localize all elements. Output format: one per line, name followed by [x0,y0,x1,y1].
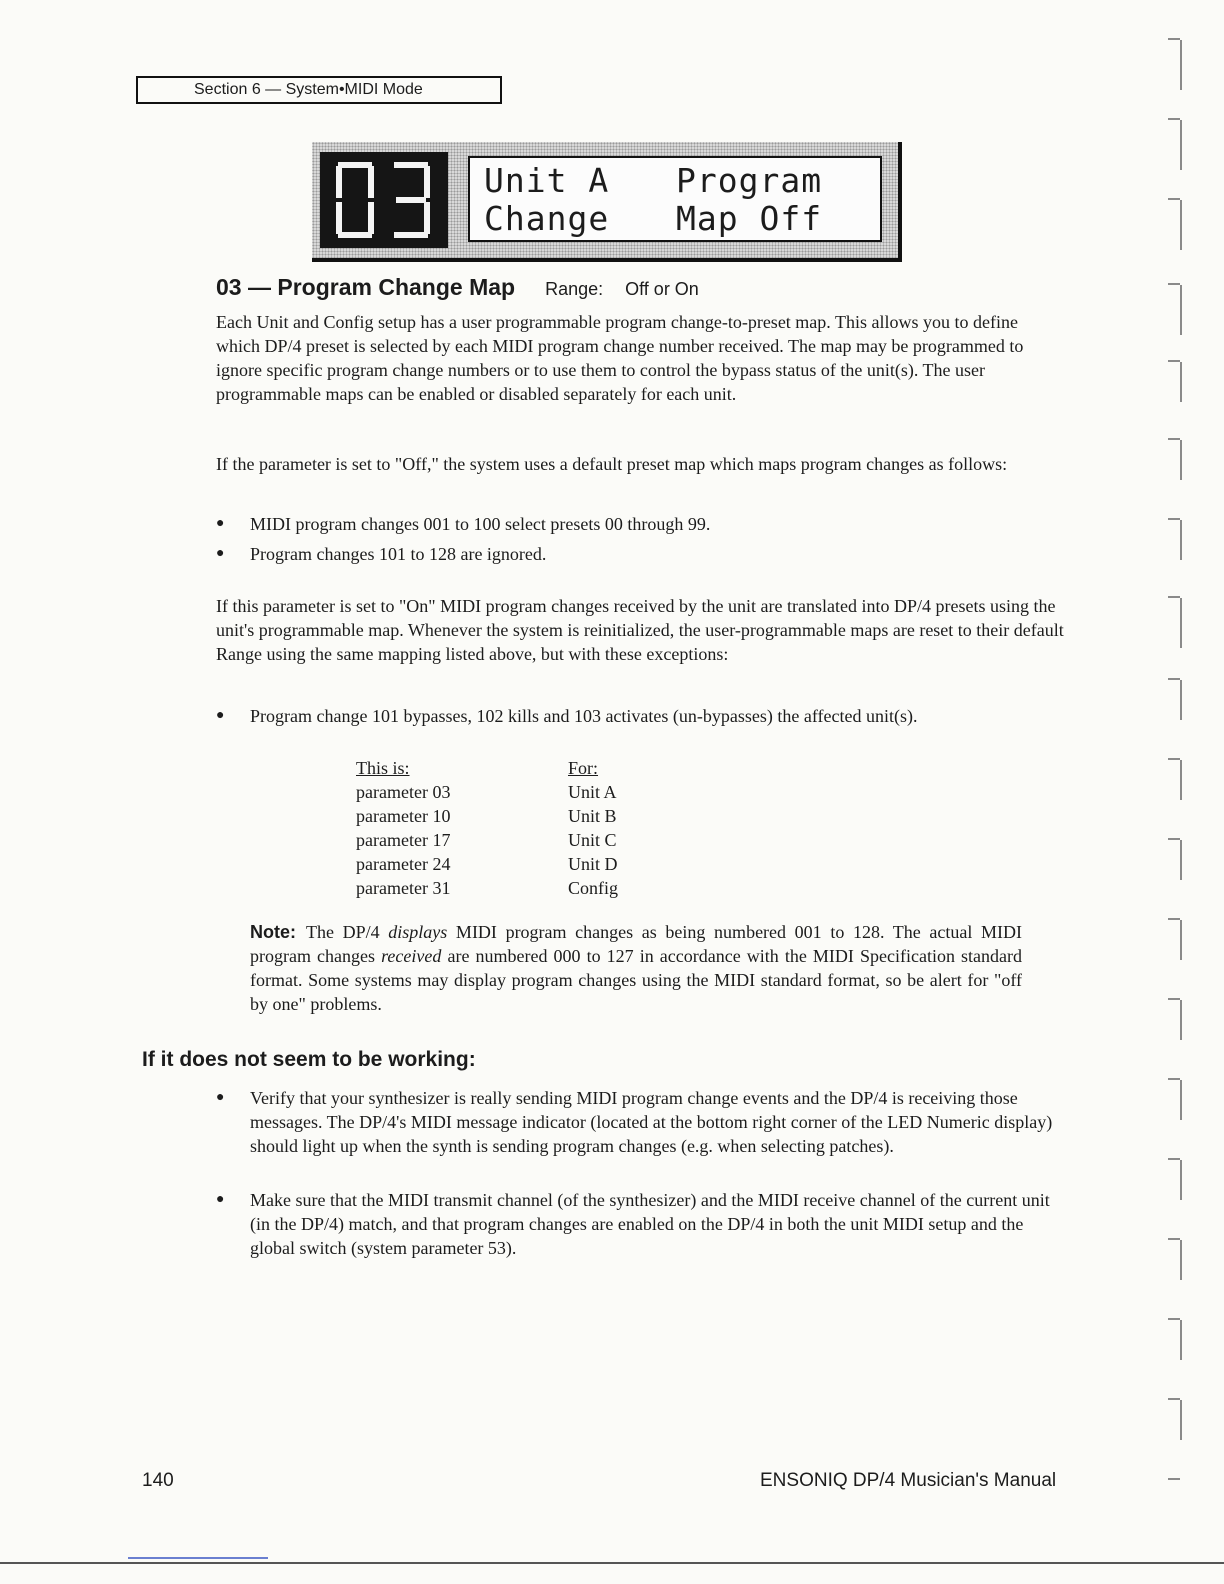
lcd-line1-right: Program [676,161,823,200]
list-item-text: Make sure that the MIDI transmit channel (of the synthesizer) and the MIDI receive channel of the current unit (in the DP/4) match, and that program changes are enabled on the DP/4 in both the unit MIDI setup and the global switch (system parameter 53). [250,1190,1050,1258]
parameter-table [356,756,618,900]
page-number: 140 [142,1470,174,1491]
led-numeric-display [320,152,448,248]
table-cell: Unit C [568,830,617,850]
bottom-accent-line [128,1557,268,1559]
table-header-param: This is: [356,758,410,778]
table-cell: parameter 10 [356,806,451,826]
section-title: Section 6 — System•MIDI Mode [194,81,423,98]
note-label: Note: [250,922,296,942]
note-emphasis: received [381,946,442,966]
table-cell: Config [568,878,619,898]
table-cell: parameter 03 [356,782,451,802]
manual-title: ENSONIQ DP/4 Musician's Manual [760,1470,1057,1491]
troubleshoot-heading: If it does not seem to be working: [142,1048,476,1071]
table-column-unit [568,756,618,900]
note-emphasis: displays [388,922,448,942]
table-cell: Unit B [568,806,617,826]
table-cell: parameter 17 [356,830,451,850]
list-item-text: Program change 101 bypasses, 102 kills and 103 activates (un-bypasses) the affected unit(s). [250,706,918,726]
note-block [250,920,1022,1016]
list-item-text: Program changes 101 to 128 are ignored. [250,544,547,564]
range-value: Off or On [625,279,699,299]
lcd-line-2 [484,200,880,238]
list-item [216,542,1036,566]
list-item [216,512,1036,536]
default-map-list [216,512,1036,566]
paragraph-off-mode: If the parameter is set to "Off," the system uses a default preset map which maps program changes as follows: [216,454,1008,474]
table-column-param [356,756,568,900]
lcd-screen [468,156,882,242]
list-item-text: MIDI program changes 001 to 100 select presets 00 through 99. [250,514,711,534]
list-item [216,704,1066,728]
bullet-icon: ● [216,1090,225,1105]
table-cell: Unit A [568,782,617,802]
range-label: Range: [545,279,604,299]
bullet-icon: ● [216,516,225,531]
note-text: The DP/4 [306,922,389,942]
lcd-line-1 [484,162,880,200]
section-header-box [136,76,502,104]
bottom-border-line [0,1562,1224,1564]
lcd-line2-left: Change [484,199,610,238]
troubleshoot-list [216,1086,1056,1260]
table-cell: parameter 31 [356,878,451,898]
paragraph-intro: Each Unit and Config setup has a user programmable program change-to-preset map. This allows you to define which DP/4 preset is selected by each MIDI program change number received. The map may be programmed to ignore specific program change numbers or to use them to control the bypass status of the unit(s). The user programmable maps can be enabled or disabled separately for each unit. [216,312,1024,404]
list-item [216,1188,1056,1260]
table-header-unit: For: [568,758,599,778]
list-item [216,1086,1056,1158]
note-text: are numbered 000 to 127 in accordance with the MIDI Specification standard format. Some systems may display program changes using the MIDI standard format, so be alert for "off by one" problems. [250,946,1022,1014]
bullet-icon: ● [216,708,225,723]
bullet-icon: ● [216,1192,225,1207]
list-item-text: Verify that your synthesizer is really sending MIDI program change events and the DP/4 is receiving those messages. The DP/4's MIDI message indicator (located at the bottom right corner of the LED Numeric display) should light up when the synth is sending program changes (e.g. when selecting patches). [250,1088,1053,1156]
table-cell: Unit D [568,854,618,874]
parameter-title: 03 — Program Change Map [216,274,516,300]
paragraph-on-mode: If this parameter is set to "On" MIDI program changes received by the unit are translated into DP/4 presets using the unit's programmable map. Whenever the system is reinitialized, the user-programmable maps are reset to their default Range using the same mapping listed above, but with these exceptions: [216,596,1064,664]
lcd-line1-left: Unit A [484,161,610,200]
exceptions-list [216,704,1066,728]
bullet-icon: ● [216,546,225,561]
led-digits [320,152,448,248]
lcd-line2-right: Map Off [676,199,823,238]
table-cell: parameter 24 [356,854,451,874]
note-text: MIDI program changes as being numbered 001 to 128. The actual MIDI program changes [250,922,1022,966]
parameter-heading [216,274,699,301]
